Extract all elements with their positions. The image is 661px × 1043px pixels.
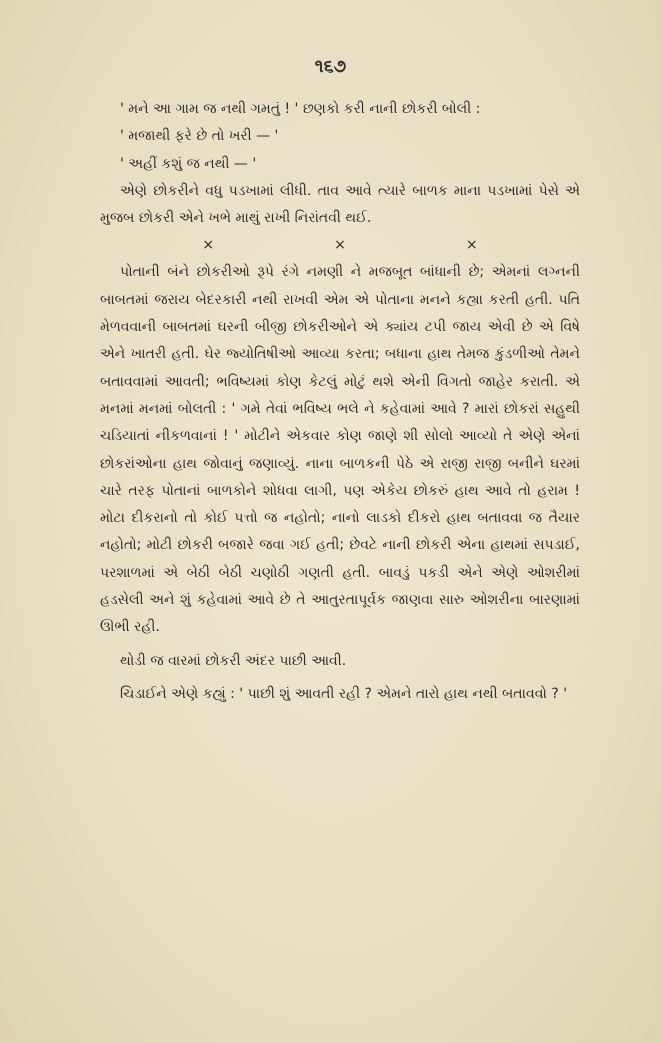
body-text [100, 96, 580, 708]
dialogue-line: ' મને આ ગામ જ નથી ગમતું ! ' છણકો કરી નાની છોકરી બોલી : [120, 101, 481, 117]
separator-mark: × [465, 237, 478, 254]
page-number: ૧૬૭ [314, 56, 347, 77]
section-separator [100, 232, 580, 259]
paragraph: થોડી જ વારમાં છોકરી અંદર પાછી આવી. [120, 652, 347, 669]
dialogue-line: ' અહીં કશું જ નથી — ' [120, 155, 257, 172]
paragraph: એણે છોકરીને વધુ પડખામાં લીધી. તાવ આવે ત્યારે બાળક માના પડખામાં પેસે એ મુજબ છોકરી એને ખભે માથું રાખી નિરાંતવી થઈ. [100, 182, 580, 227]
separator-mark: × [334, 237, 346, 254]
paragraph: ચિડાઈને એણે કહ્યું : ' પાછી શું આવતી રહી ? એમને તારો હાથ નથી બતાવવો ? ' [120, 685, 568, 702]
paragraph: પોતાની બંને છોકરીઓ રૂપે રંગે નમણી ને મજબૂત બાંધાની છે; એમનાં લગ્નની બાબતમાં જરાય બેદરકારી નથી રાખવી એમ એ પોતાના મનને કહ્યા કરતી હતી. પતિ મેળવવાની બાબતમાં ઘરની બીજી છોકરીઓને એ ક્યાંય ટપી જાય એવી છે એ વિષે એને ખાતરી હતી. ઘેર જ્યોતિષીઓ આવ્યા કરતા; બધાના હાથ તેમજ કુંડળીઓ તેમને બતાવવામાં આવતી; ભવિષ્યમાં કોણ કેટલું મોટું થશે એની વિગતો જાહેર કરાતી. એ મનમાં મનમાં બોલતી : ' ગમે તેવાં ભવિષ્ય ભલે ને કહેવામાં આવે ? મારાં છોકરાં સહુથી ચડિયાતાં નીકળવાનાં ! ' મોટીને એકવાર કોણ જાણે શી સોલો આવ્યો તે એણે એનાં છોકરાંઓના હાથ જોવાનું જણાવ્યું. નાના બાળકની પેઠે એ રાજી રાજી બનીને ઘરમાં ચારે તરફ પોતાનાં બાળકોને શોધવા લાગી, પણ એકેય છોકરું હાથ આવે તો હરામ ! મોટા દીકરાનો તો કોઈ પત્તો જ નહોતો; નાનો લાડકો દીકરો હાથ બતાવવા જ તૈયાર નહોતો; મોટી છોકરી બજારે જવા ગઈ હતી; છેવટે નાની છોકરી એના હાથમાં સપડાઈ, પરશાળમાં એ બેઠી બેઠી ચણોઠી ગણતી હતી. બાવડું પકડી એને એણે ઓશરીમાં હડસેલી અને શું કહેવામાં આવે છે તે આતુરતાપૂર્વક જાણવા સારુ ઓશરીના બારણામાં ઊભી રહી. [100, 264, 580, 636]
dialogue-line: ' મજાથી ફરે છે તો ખરી — ' [120, 128, 279, 145]
separator-mark: × [202, 237, 215, 254]
